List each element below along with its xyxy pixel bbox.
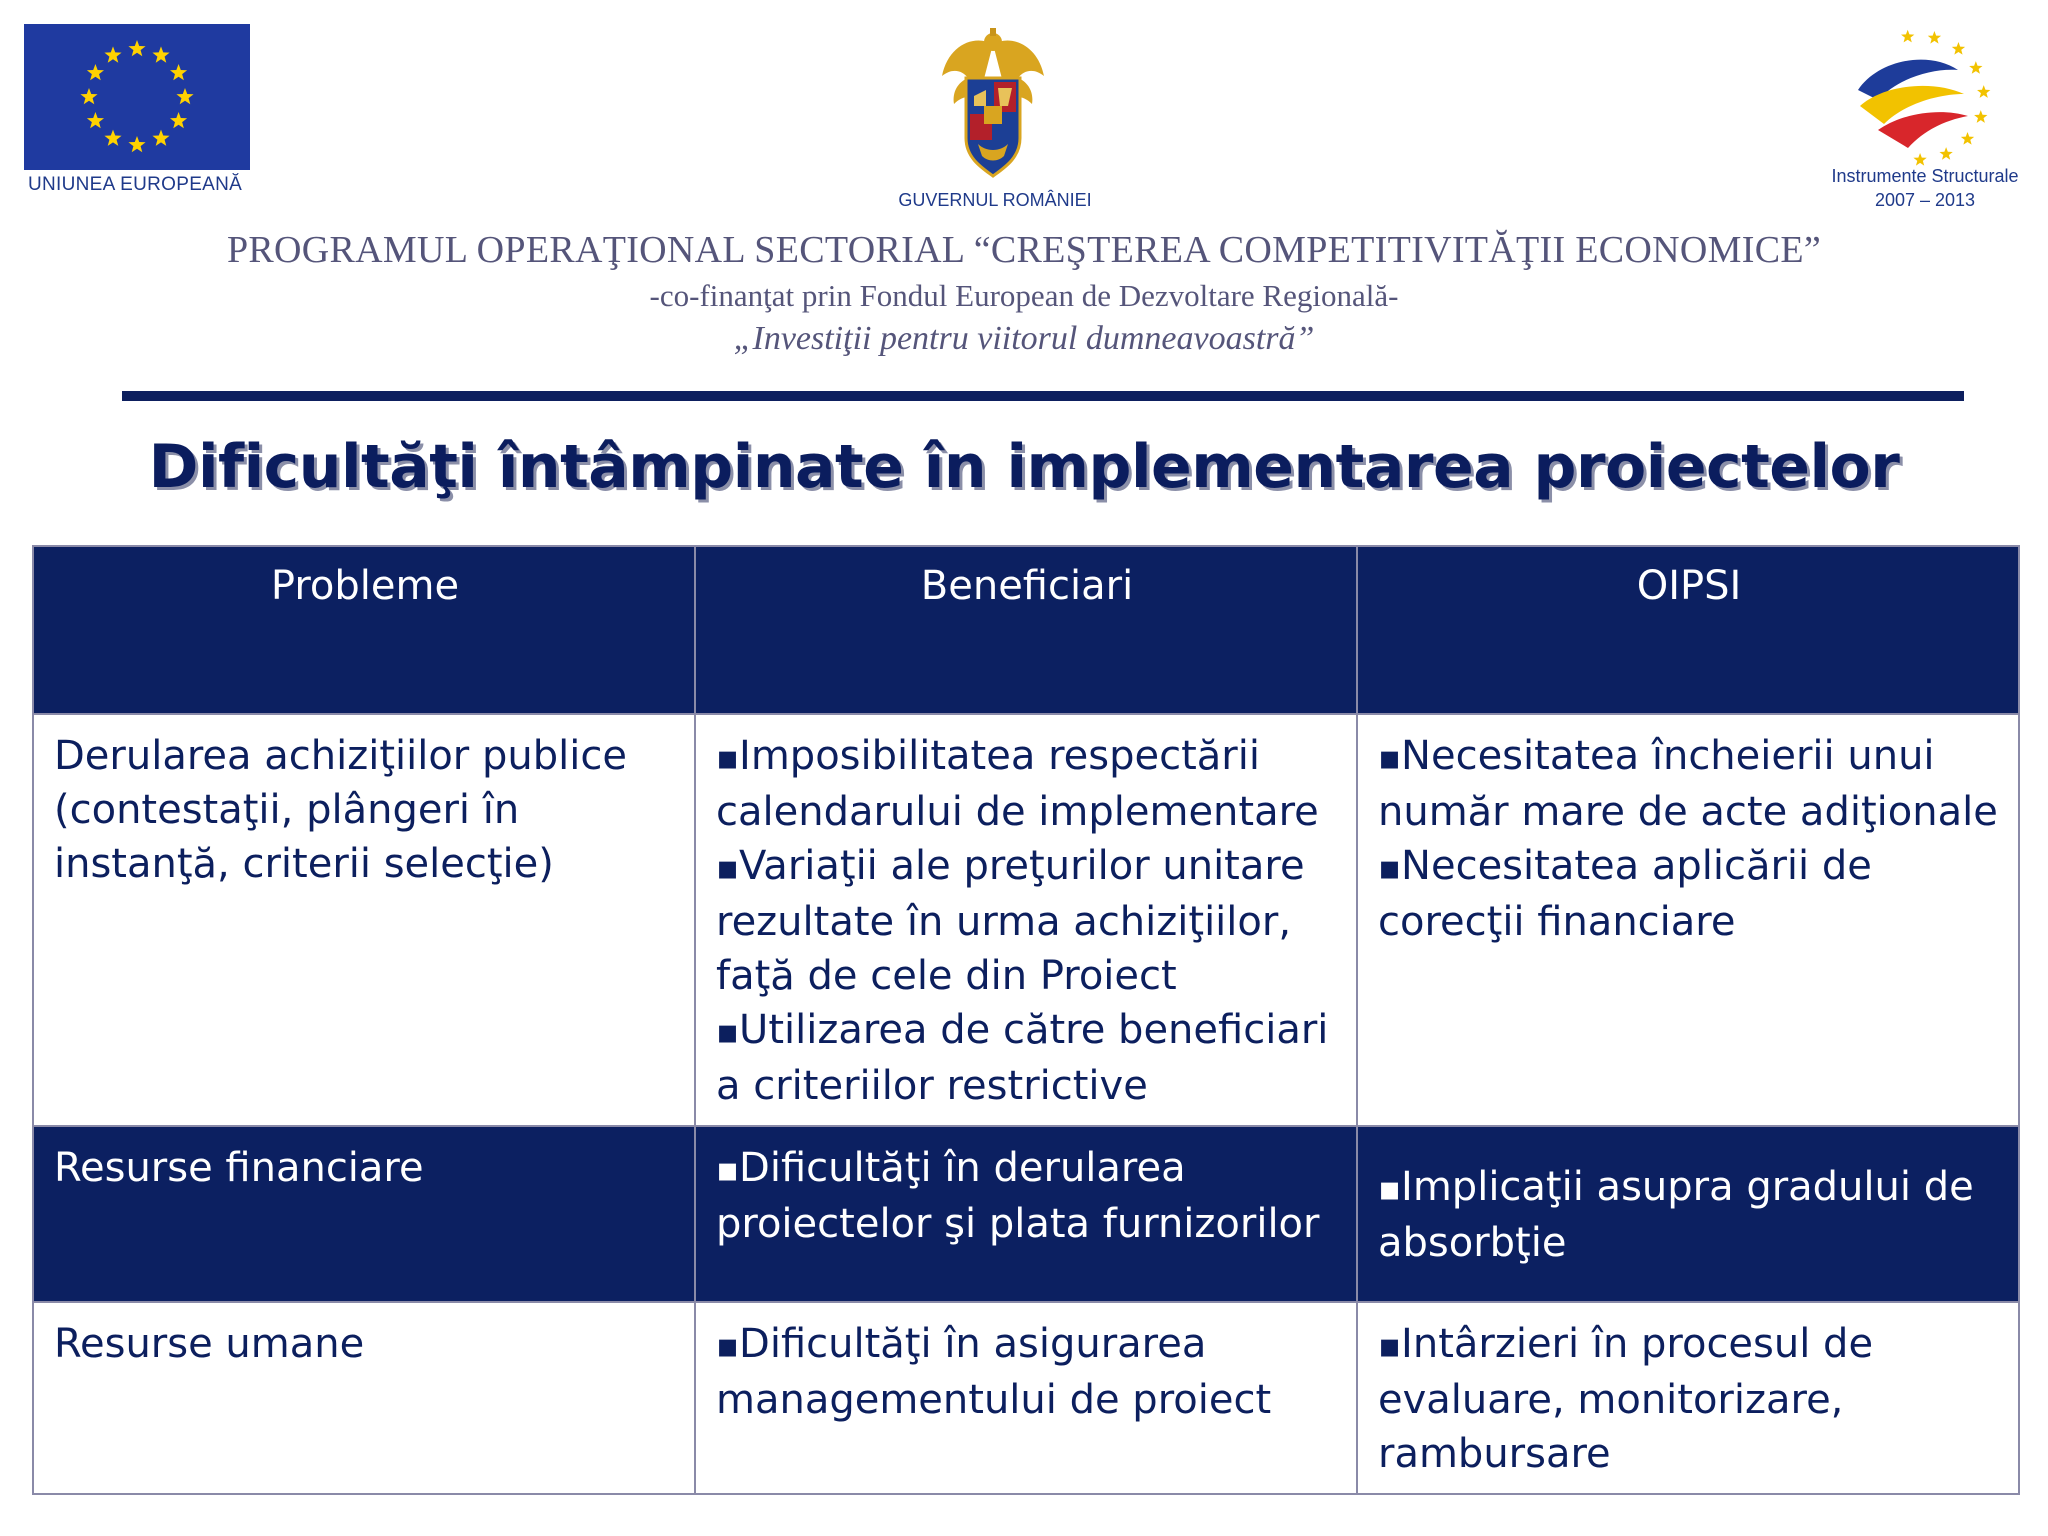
programme-motto: „Investiţii pentru viitorul dumneavoastră” bbox=[733, 320, 1315, 357]
problem-cell: Resurse umane bbox=[33, 1302, 695, 1494]
bullet-item: ▪ Necesitatea încheierii unui număr mare de acte adiţionale bbox=[1378, 729, 2000, 839]
header-beneficiari: Beneficiari bbox=[695, 546, 1357, 714]
bullet-item: ▪ Intârzieri în procesul de evaluare, monitorizare, rambursare bbox=[1378, 1317, 2000, 1481]
is-star bbox=[1901, 30, 1914, 43]
is-star bbox=[1974, 110, 1987, 123]
bullet-item: ▪ Dificultăţi în asigurarea managementului de proiect bbox=[716, 1317, 1338, 1427]
header-probleme: Probleme bbox=[33, 546, 695, 714]
is-star bbox=[1952, 42, 1965, 55]
structural-instruments-logo-icon bbox=[1838, 20, 1998, 170]
gov-caption: GUVERNUL ROMÂNIEI bbox=[898, 190, 1092, 210]
oipsi-cell bbox=[1357, 1126, 2019, 1302]
table-header-row bbox=[33, 546, 2019, 714]
difficulties-table bbox=[32, 545, 2020, 1495]
is-star bbox=[1961, 132, 1974, 145]
is-star bbox=[1969, 61, 1982, 74]
beneficiari-cell bbox=[695, 714, 1357, 1126]
table-row bbox=[33, 1126, 2019, 1302]
problem-cell: Resurse financiare bbox=[33, 1126, 695, 1302]
bullet-item: ▪ Variaţii ale preţurilor unitare rezultate în urma achiziţiilor, faţă de cele din Proiect bbox=[716, 839, 1338, 1003]
programme-title: PROGRAMUL OPERAŢIONAL SECTORIAL “CREŞTEREA COMPETITIVITĂŢII ECONOMICE” bbox=[226, 229, 1822, 271]
bullet-item: ▪ Imposibilitatea respectării calendarului de implementare bbox=[716, 729, 1338, 839]
oipsi-cell bbox=[1357, 714, 2019, 1126]
eu-caption: UNIUNEA EUROPEANĂ bbox=[28, 174, 243, 195]
beneficiari-cell bbox=[695, 1126, 1357, 1302]
is-star bbox=[1939, 147, 1952, 160]
header-oipsi: OIPSI bbox=[1357, 546, 2019, 714]
beneficiari-cell bbox=[695, 1302, 1357, 1494]
is-caption-line1: Instrumente Structurale bbox=[1831, 166, 2019, 186]
oipsi-cell bbox=[1357, 1302, 2019, 1494]
bullet-item: ▪ Dificultăţi în derularea proiectelor şi plata furnizorilor bbox=[716, 1141, 1338, 1251]
header-divider bbox=[122, 391, 1964, 401]
slide-title: Dificultăţi întâmpinate în implementarea proiectelor bbox=[148, 432, 1900, 502]
table-row bbox=[33, 714, 2019, 1126]
bullet-item: ▪ Implicaţii asupra gradului de absorbţie bbox=[1378, 1160, 2000, 1270]
is-caption bbox=[1810, 164, 2040, 212]
is-caption-line2: 2007 – 2013 bbox=[1874, 190, 1976, 210]
eu-flag-icon bbox=[24, 24, 250, 170]
is-star bbox=[1977, 85, 1990, 98]
is-star bbox=[1928, 31, 1941, 44]
problem-cell: Derularea achiziţiilor publice (contestaţii, plângeri în instanţă, criterii selecţie) bbox=[33, 714, 695, 1126]
romanian-coat-of-arms-icon bbox=[938, 26, 1048, 186]
table-row bbox=[33, 1302, 2019, 1494]
programme-subtitle: -co-finanţat prin Fondul European de Dezvoltare Regională- bbox=[649, 278, 1399, 313]
bullet-item: ▪ Necesitatea aplicării de corecţii financiare bbox=[1378, 839, 2000, 949]
bullet-item: ▪ Utilizarea de către beneficiari a criteriilor restrictive bbox=[716, 1003, 1338, 1113]
